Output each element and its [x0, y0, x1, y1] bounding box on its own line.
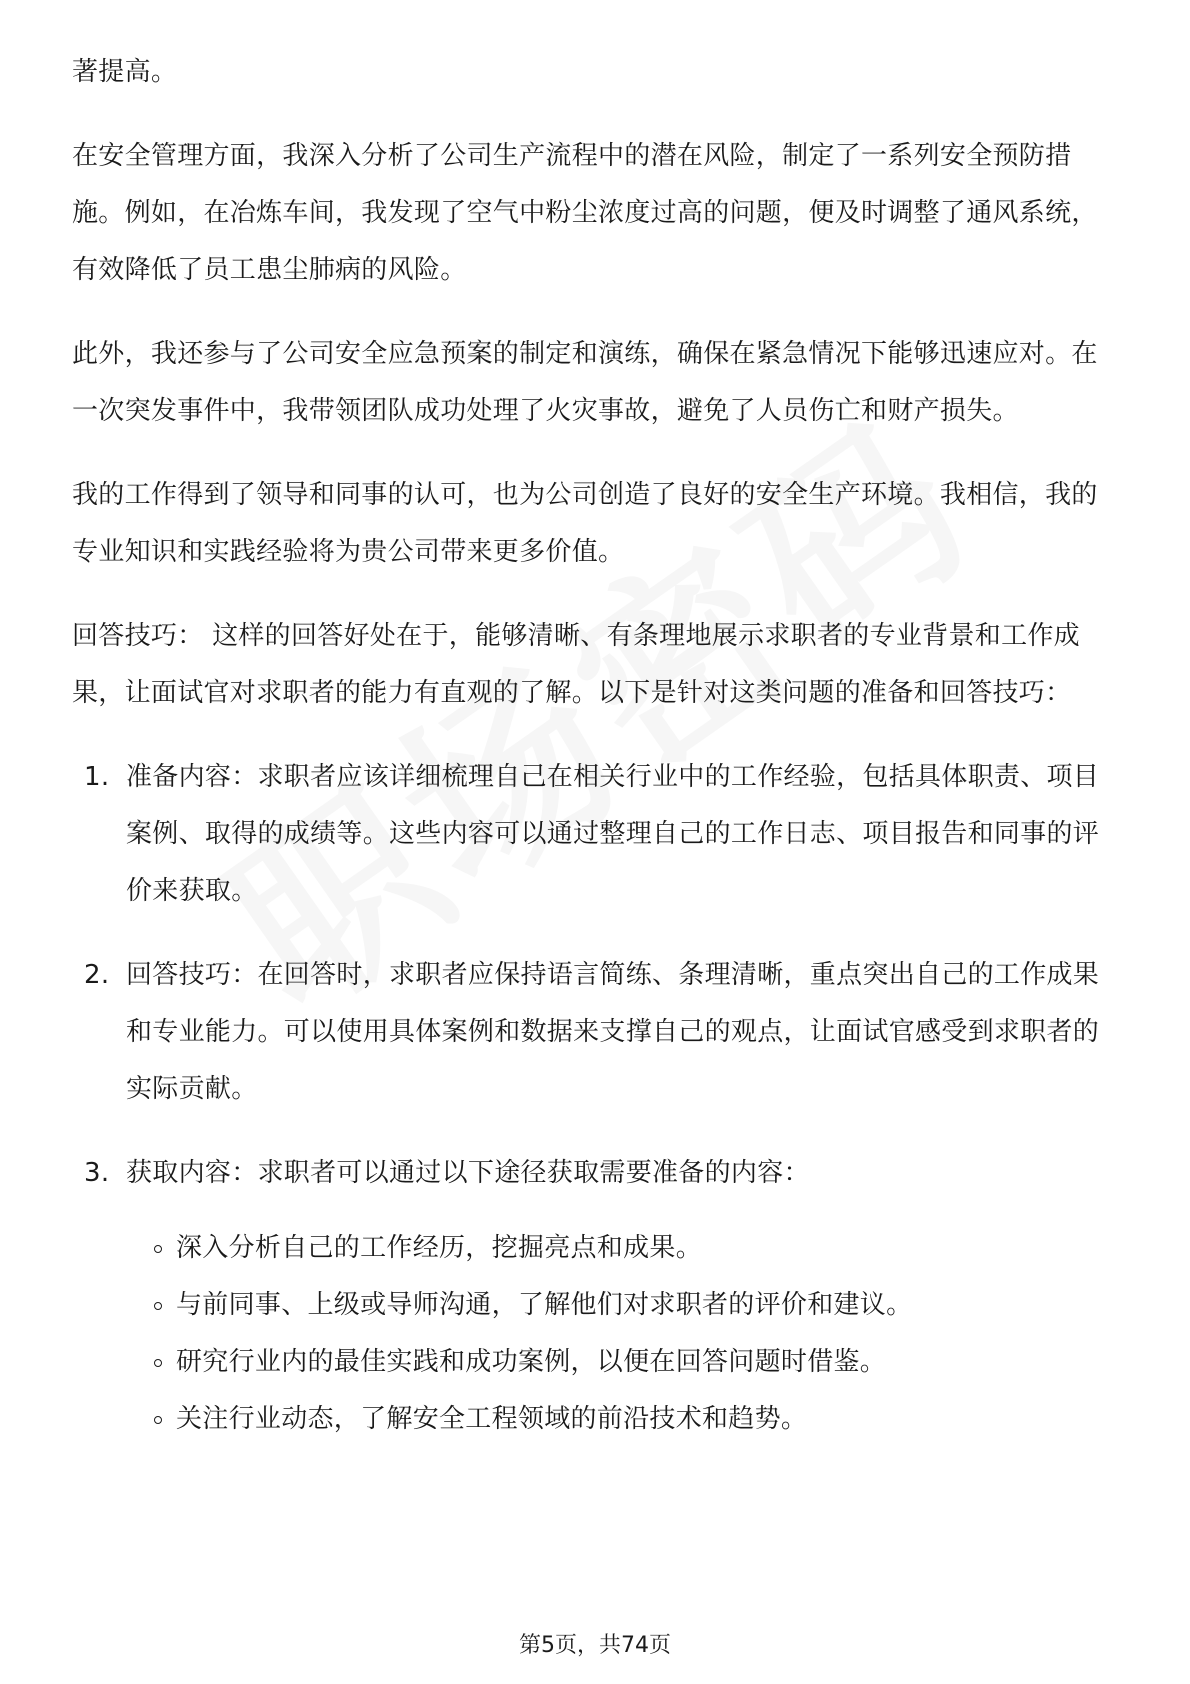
page-number: 第5页，共74页: [519, 1633, 671, 1658]
list-item-number: 1.: [84, 762, 110, 792]
tips-list: [72, 749, 1122, 1202]
sub-list-item: [72, 1277, 1122, 1334]
circle-bullet-icon: [154, 1359, 162, 1367]
paragraph-emergency-plan: 此外，我还参与了公司安全应急预案的制定和演练，确保在紧急情况下能够迅速应对。在一次突发事件中，我带领团队成功处理了火灾事故，避免了人员伤亡和财产损失。: [72, 339, 1098, 426]
circle-bullet-icon: [154, 1245, 162, 1253]
list-item-text: 准备内容：求职者应该详细梳理自己在相关行业中的工作经验，包括具体职责、项目案例、取得的成绩等。这些内容可以通过整理自己的工作日志、项目报告和同事的评价来获取。: [126, 762, 1100, 906]
list-item: [72, 1145, 1122, 1202]
list-item-text: 回答技巧：在回答时，求职者应保持语言简练、条理清晰，重点突出自己的工作成果和专业能力。可以使用具体案例和数据来支撑自己的观点，让面试官感受到求职者的实际贡献。: [126, 960, 1100, 1104]
list-item-number: 3.: [84, 1158, 110, 1188]
page-content: [72, 44, 1122, 1448]
list-item: [72, 749, 1122, 920]
paragraph-recognition: 我的工作得到了领导和同事的认可，也为公司创造了良好的安全生产环境。我相信，我的专业知识和实践经验将为贵公司带来更多价值。: [72, 480, 1098, 567]
sub-list-item-text: 关注行业动态，了解安全工程领域的前沿技术和趋势。: [176, 1404, 808, 1434]
sub-list-item: [72, 1220, 1122, 1277]
list-item: [72, 947, 1122, 1118]
circle-bullet-icon: [154, 1416, 162, 1424]
paragraph-safety-management: 在安全管理方面，我深入分析了公司生产流程中的潜在风险，制定了一系列安全预防措施。例如，在冶炼车间，我发现了空气中粉尘浓度过高的问题，便及时调整了通风系统，有效降低了员工患尘肺病的风险。: [72, 141, 1098, 285]
sub-list-item-text: 与前同事、上级或导师沟通，了解他们对求职者的评价和建议。: [176, 1290, 913, 1320]
sub-list: [72, 1220, 1122, 1448]
sub-list-item-text: 深入分析自己的工作经历，挖掘亮点和成果。: [176, 1233, 703, 1263]
list-item-number: 2.: [84, 960, 110, 990]
paragraph-answer-tips: 回答技巧： 这样的回答好处在于，能够清晰、有条理地展示求职者的专业背景和工作成果，让面试官对求职者的能力有直观的了解。以下是针对这类问题的准备和回答技巧：: [72, 621, 1080, 708]
sub-list-item: [72, 1334, 1122, 1391]
circle-bullet-icon: [154, 1302, 162, 1310]
sub-list-item-text: 研究行业内的最佳实践和成功案例，以便在回答问题时借鉴。: [176, 1347, 887, 1377]
paragraph-continuation: 著提高。: [72, 57, 178, 87]
sub-list-item: [72, 1391, 1122, 1448]
list-item-text: 获取内容：求职者可以通过以下途径获取需要准备的内容：: [126, 1158, 810, 1188]
